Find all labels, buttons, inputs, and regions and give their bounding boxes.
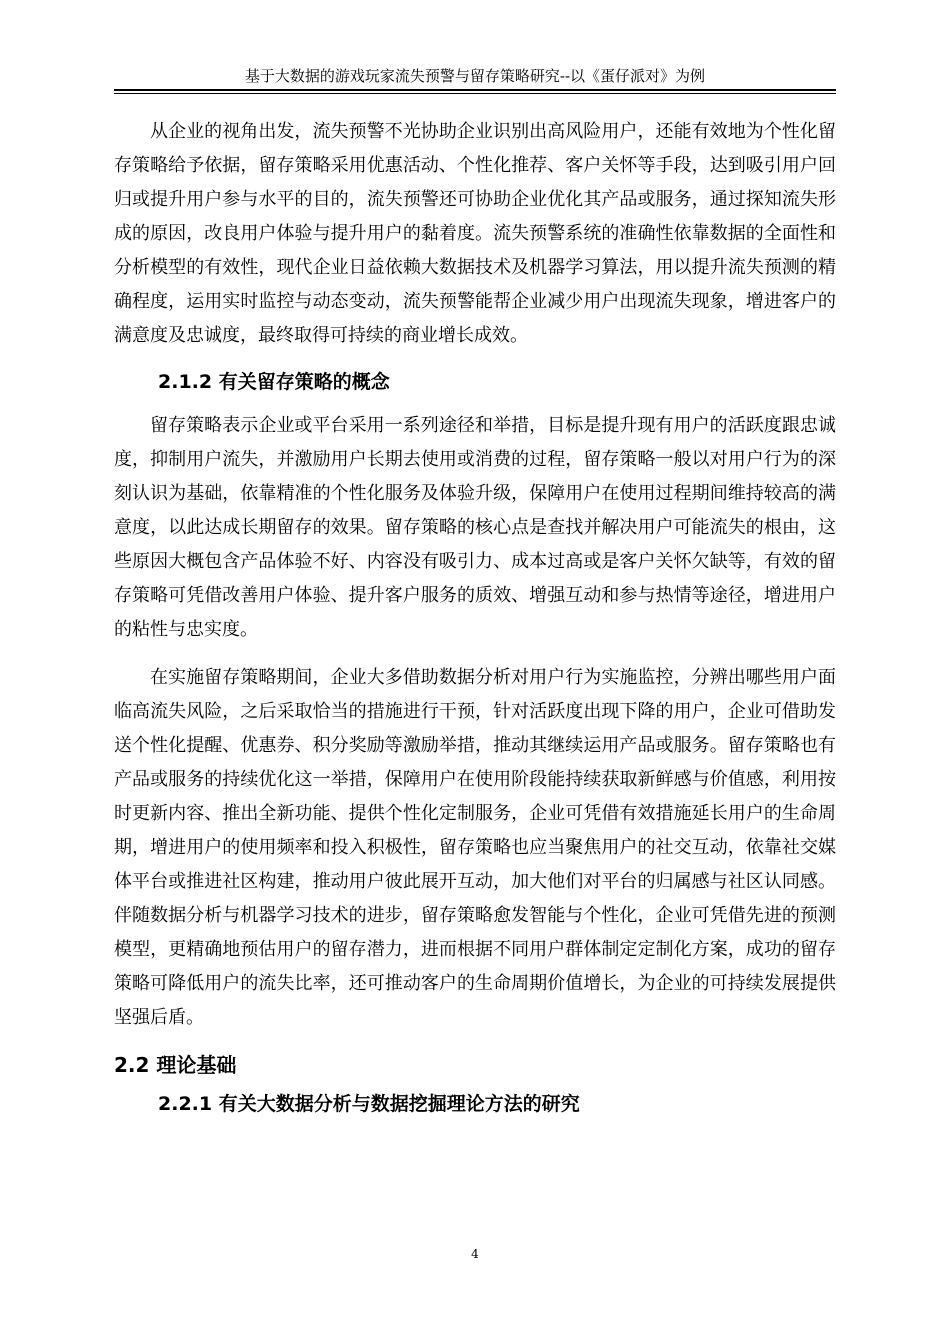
header-rule-thin (114, 93, 836, 94)
body-paragraph: 从企业的视角出发，流失预警不光协助企业识别出高风险用户，还能有效地为个性化留存策略给予依据，留存策略采用优惠活动、个性化推荐、客户关怀等手段，达到吸引用户回归或提升用户参与水平的目的，流失预警还可协助企业优化其产品或服务，通过探知流失形成的原因，改良用户体验与提升用户的黏着度。流失预警系统的准确性依靠数据的全面性和分析模型的有效性，现代企业日益依赖大数据技术及机器学习算法，用以提升流失预测的精确程度，运用实时监控与动态变动，流失预警能帮企业减少用户出现流失现象，增进客户的满意度及忠诚度，最终取得可持续的商业增长成效。 (114, 121, 836, 346)
body-paragraph: 留存策略表示企业或平台采用一系列途径和举措，目标是提升现有用户的活跃度跟忠诚度，抑制用户流失，并激励用户长期去使用或消费的过程，留存策略一般以对用户行为的深刻认识为基础，依靠精准的个性化服务及体验升级，保障用户在使用过程期间维持较高的满意度，以此达成长期留存的效果。留存策略的核心点是查找并解决用户可能流失的根由，这些原因大概包含产品体验不好、内容没有吸引力、成本过高或是客户关怀欠缺等，有效的留存策略可凭借改善用户体验、提升客户服务的质效、增强互动和参与热情等途径，增进用户的粘性与忠实度。 (114, 415, 836, 640)
page-number: 4 (471, 1247, 479, 1261)
running-header: 基于大数据的游戏玩家流失预警与留存策略研究--以《蛋仔派对》为例 (244, 67, 706, 85)
section-heading-2-2: 2.2 理论基础 (114, 1053, 237, 1077)
section-heading-2-1-2: 2.1.2 有关留存策略的概念 (158, 371, 390, 393)
body-paragraph: 在实施留存策略期间，企业大多借助数据分析对用户行为实施监控，分辨出哪些用户面临高流失风险，之后采取恰当的措施进行干预，针对活跃度出现下降的用户，企业可借助发送个性化提醒、优惠券、积分奖励等激励举措，推动其继续运用产品或服务。留存策略也有产品或服务的持续优化这一举措，保障用户在使用阶段能持续获取新鲜感与价值感，利用按时更新内容、推出全新功能、提供个性化定制服务，企业可凭借有效措施延长用户的生命周期，增进用户的使用频率和投入积极性，留存策略也应当聚焦用户的社交互动，依靠社交媒体平台或推进社区构建，推动用户彼此展开互动，加大他们对平台的归属感与社区认同感。伴随数据分析与机器学习技术的进步，留存策略愈发智能与个性化，企业可凭借先进的预测模型，更精确地预估用户的留存潜力，进而根据不同用户群体制定定制化方案，成功的留存策略可降低用户的流失比率，还可推动客户的生命周期价值增长，为企业的可持续发展提供坚强后盾。 (114, 667, 836, 1028)
header-rule (114, 89, 836, 91)
section-heading-2-2-1: 2.2.1 有关大数据分析与数据挖掘理论方法的研究 (158, 1093, 580, 1115)
document-body (114, 115, 836, 1119)
